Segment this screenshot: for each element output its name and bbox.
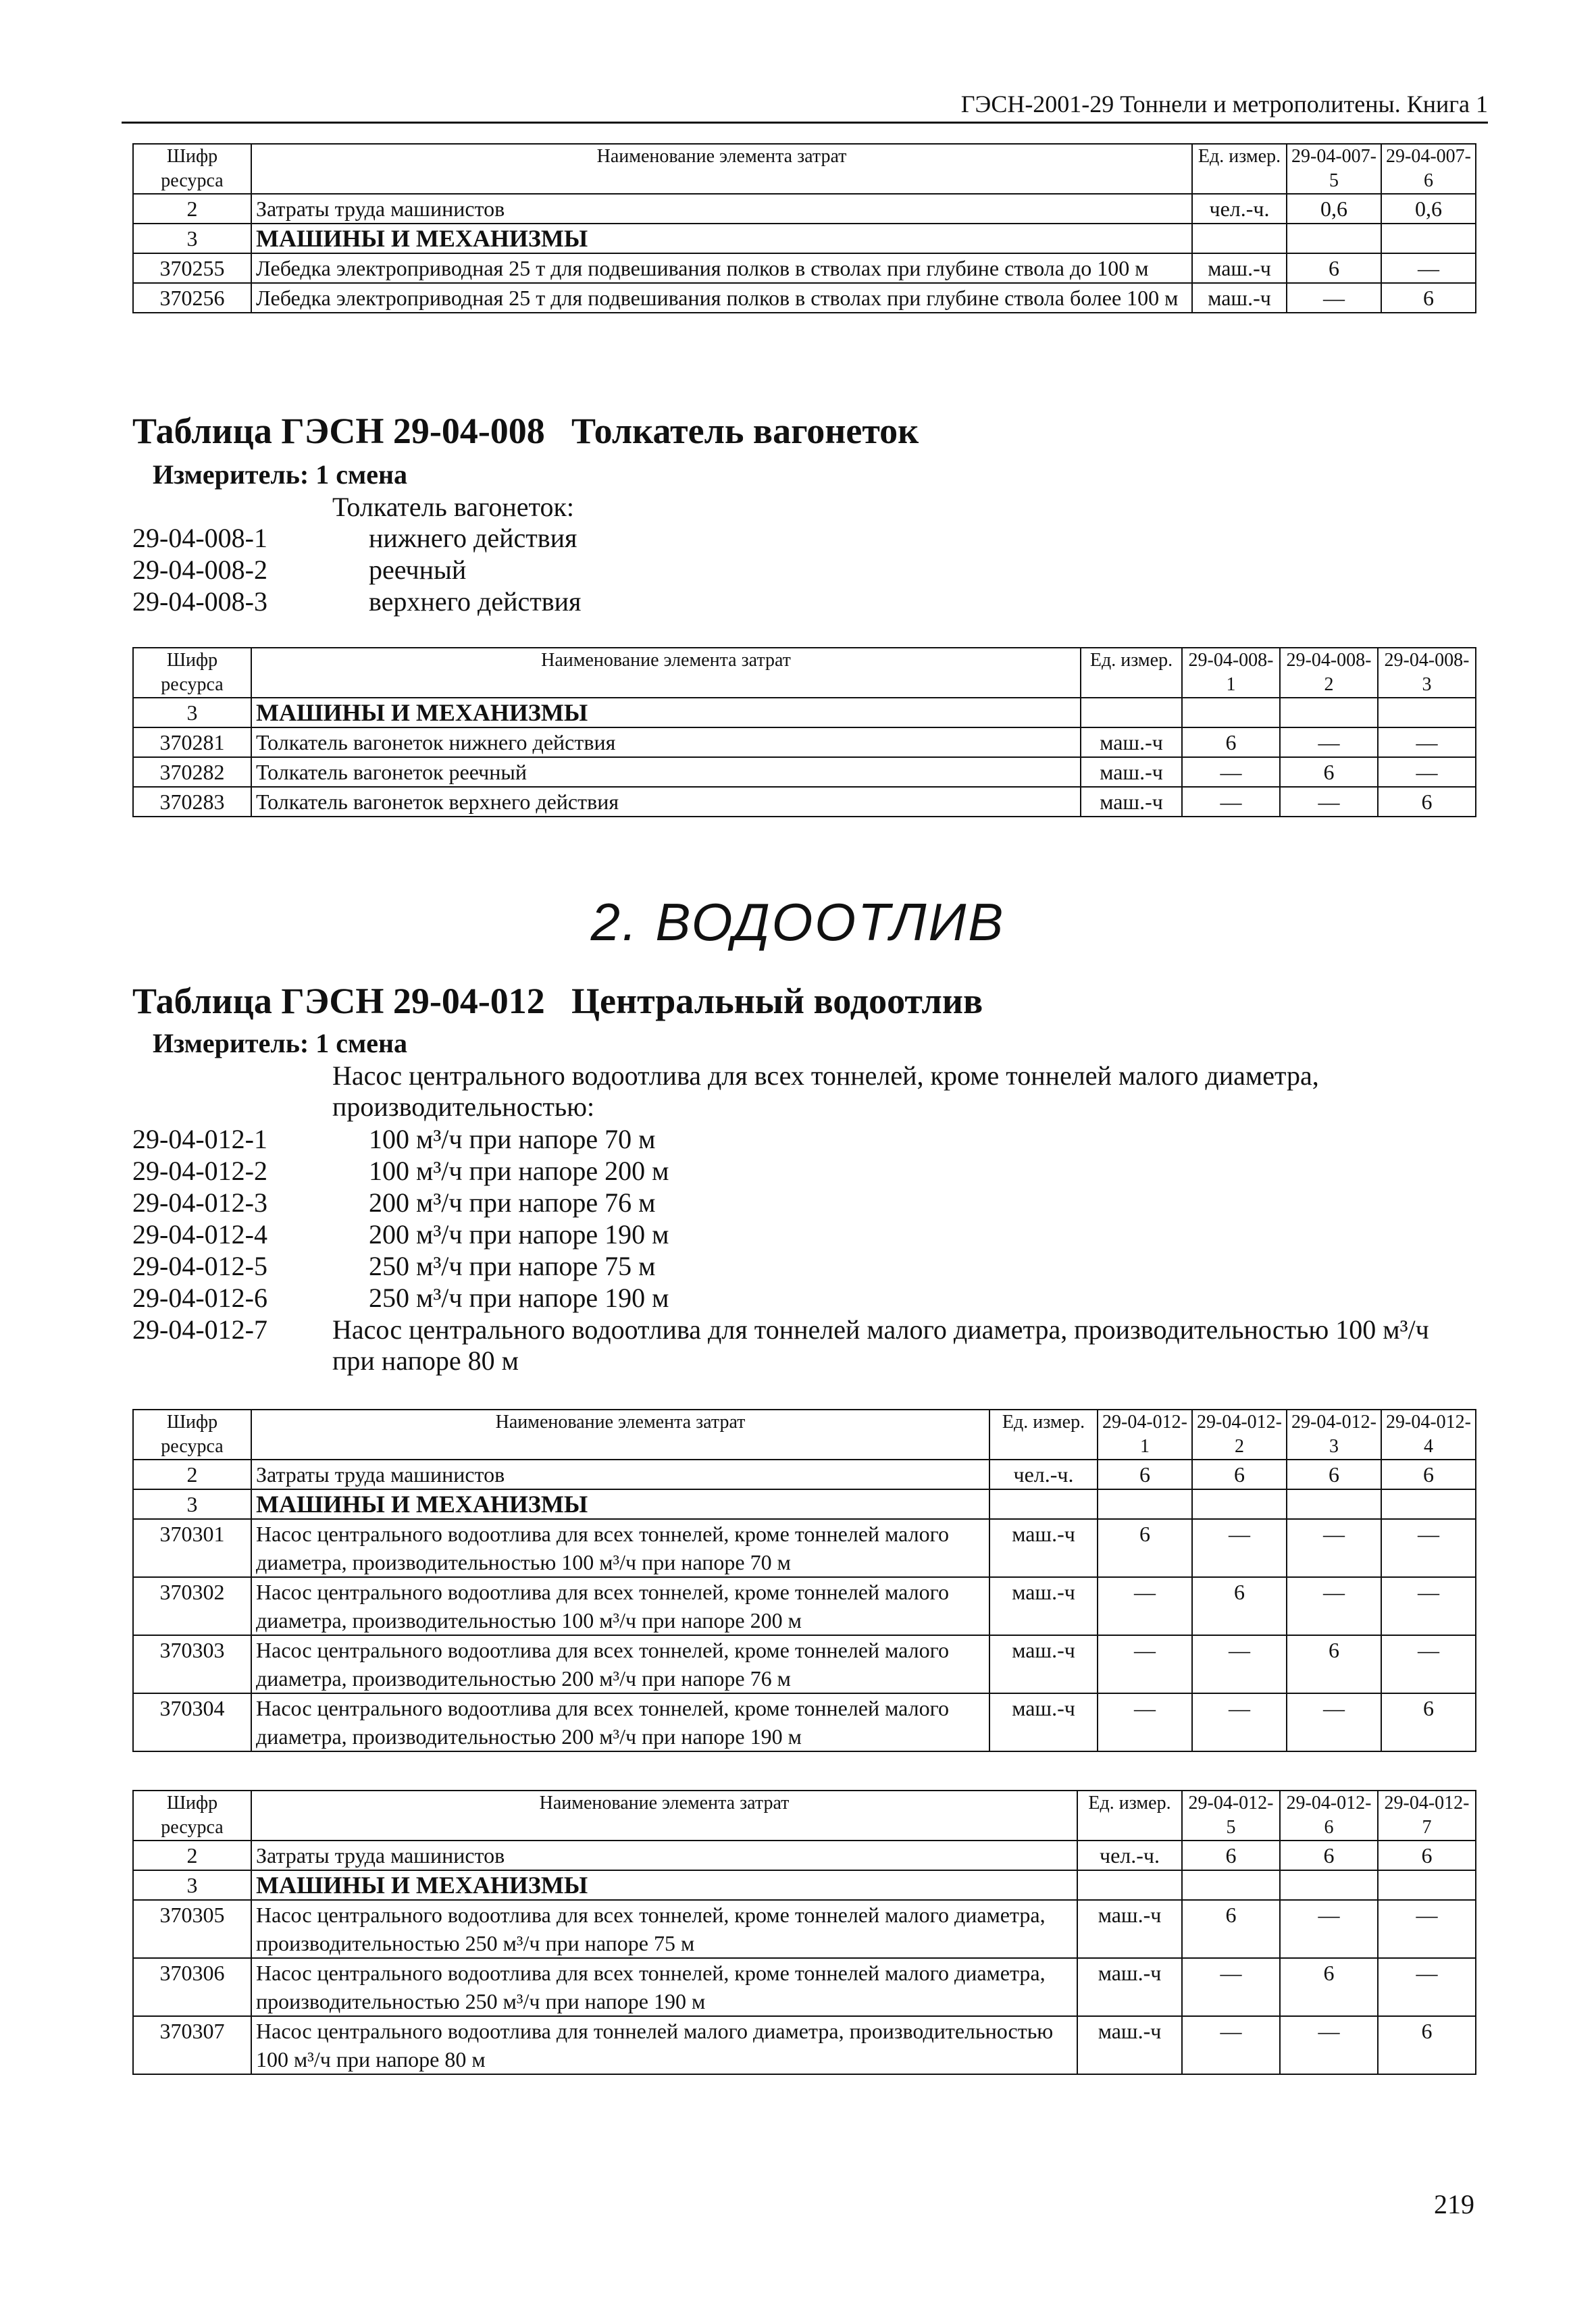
value-cell: 6 — [1381, 1693, 1476, 1751]
value-cell: — — [1192, 1693, 1287, 1751]
table-row — [133, 1841, 1476, 1870]
value-cell: — — [1192, 1519, 1287, 1577]
list-item — [132, 1219, 1416, 1250]
value-cell — [1280, 698, 1378, 727]
resource-code: 370306 — [133, 1958, 251, 2016]
unit-cell: маш.-ч — [1081, 727, 1182, 757]
table-header-row — [133, 648, 1476, 698]
norm-code: 29-04-012-1 — [132, 1124, 267, 1154]
value-cell: — — [1280, 727, 1378, 757]
resource-code: 370302 — [133, 1577, 251, 1635]
value-cell: 6 — [1192, 1460, 1287, 1489]
unit-cell: маш.-ч — [989, 1635, 1098, 1693]
unit-cell: маш.-ч — [1077, 2016, 1182, 2074]
cost-element-name: Толкатель вагонеток верхнего действия — [251, 787, 1081, 817]
value-cell: — — [1280, 1900, 1378, 1958]
table-row — [133, 787, 1476, 817]
value-cell: 6 — [1098, 1519, 1192, 1577]
value-cell: 6 — [1378, 787, 1476, 817]
table-header-row — [133, 1791, 1476, 1841]
column-header: Шифр ресурса — [133, 1410, 251, 1460]
value-cell: 6 — [1381, 283, 1476, 313]
value-cell: 6 — [1280, 757, 1378, 787]
resource-code: 370281 — [133, 727, 251, 757]
value-cell: — — [1287, 283, 1381, 313]
unit-cell — [1077, 1870, 1182, 1900]
value-cell: 6 — [1280, 1841, 1378, 1870]
list-item — [132, 555, 1416, 586]
resource-table-008 — [132, 647, 1476, 817]
table-row — [133, 1958, 1476, 2016]
list-intro: Насос центрального водоотлива для всех тоннелей, кроме тоннелей малого диаметра, производительностью: — [332, 1060, 1319, 1122]
value-cell: 6 — [1287, 253, 1381, 283]
column-header: Ед. измер. — [1081, 648, 1182, 698]
value-cell — [1182, 698, 1280, 727]
cost-element-name: Затраты труда машинистов — [251, 194, 1192, 224]
cost-element-name: Насос центрального водоотлива для тоннелей малого диаметра, производительностью 100 м³/ч при напоре 80 м — [251, 2016, 1077, 2074]
norm-text: Насос центрального водоотлива для тоннелей малого диаметра, производительностью 100 м³/ч при напоре 80 м — [332, 1314, 1429, 1376]
value-cell: 6 — [1182, 1841, 1280, 1870]
cost-element-name: Лебедка электроприводная 25 т для подвешивания полков в стволах при глубине ствола более 100 м — [251, 283, 1192, 313]
value-cell: 6 — [1280, 1958, 1378, 2016]
table-label: Таблица ГЭСН 29-04-012 — [132, 981, 545, 1021]
table-row — [133, 1900, 1476, 1958]
unit-cell: маш.-ч — [989, 1693, 1098, 1751]
value-cell: 6 — [1192, 1577, 1287, 1635]
column-header: Наименование элемента затрат — [251, 648, 1081, 698]
value-cell: — — [1098, 1577, 1192, 1635]
unit-cell: чел.-ч. — [1192, 194, 1287, 224]
column-header: Ед. измер. — [1192, 144, 1287, 194]
value-cell: — — [1381, 1577, 1476, 1635]
column-header: Шифр ресурса — [133, 1791, 251, 1841]
value-cell: 0,6 — [1381, 194, 1476, 224]
page-number: 219 — [1434, 2189, 1474, 2219]
resource-code: 370256 — [133, 283, 251, 313]
value-cell: 6 — [1378, 1841, 1476, 1870]
norm-text: 200 м³/ч при напоре 190 м — [369, 1219, 669, 1250]
value-cell: — — [1182, 1958, 1280, 2016]
value-cell: — — [1098, 1693, 1192, 1751]
table-row — [133, 727, 1476, 757]
table-row — [133, 1577, 1476, 1635]
cost-element-name: МАШИНЫ И МЕХАНИЗМЫ — [251, 1489, 989, 1519]
resource-code: 370255 — [133, 253, 251, 283]
value-cell — [1378, 698, 1476, 727]
cost-element-name: Затраты труда машинистов — [251, 1460, 989, 1489]
value-cell — [1287, 1489, 1381, 1519]
resource-code: 2 — [133, 194, 251, 224]
column-header: 29-04-012-3 — [1287, 1410, 1381, 1460]
table-heading — [132, 409, 1348, 453]
value-cell: 6 — [1287, 1635, 1381, 1693]
value-cell: — — [1381, 1635, 1476, 1693]
value-cell: — — [1287, 1577, 1381, 1635]
unit-cell: чел.-ч. — [989, 1460, 1098, 1489]
section-row — [133, 698, 1476, 727]
resource-code: 370283 — [133, 787, 251, 817]
resource-table-012-b — [132, 1790, 1476, 2075]
column-header: 29-04-012-7 — [1378, 1791, 1476, 1841]
value-cell: — — [1192, 1635, 1287, 1693]
norm-code: 29-04-008-1 — [132, 523, 267, 553]
column-header: 29-04-012-1 — [1098, 1410, 1192, 1460]
cost-element-name: Толкатель вагонеток нижнего действия — [251, 727, 1081, 757]
value-cell: 6 — [1378, 2016, 1476, 2074]
value-cell: — — [1378, 727, 1476, 757]
value-cell — [1381, 1489, 1476, 1519]
column-header: 29-04-008-2 — [1280, 648, 1378, 698]
unit-cell — [1192, 224, 1287, 253]
cost-element-name: МАШИНЫ И МЕХАНИЗМЫ — [251, 1870, 1077, 1900]
cost-element-name: Насос центрального водоотлива для всех тоннелей, кроме тоннелей малого диаметра, производительностью 200 м³/ч при напоре 190 м — [251, 1693, 989, 1751]
unit-cell: маш.-ч — [1077, 1900, 1182, 1958]
norm-code: 29-04-008-3 — [132, 586, 267, 617]
list-item — [132, 1283, 1416, 1314]
norm-text: реечный — [369, 555, 467, 585]
cost-element-name: Затраты труда машинистов — [251, 1841, 1077, 1870]
norm-text: 100 м³/ч при напоре 70 м — [369, 1124, 656, 1154]
value-cell: — — [1182, 787, 1280, 817]
value-cell: — — [1381, 253, 1476, 283]
cost-element-name: Насос центрального водоотлива для всех тоннелей, кроме тоннелей малого диаметра, производительностью 100 м³/ч при напоре 200 м — [251, 1577, 989, 1635]
table-label: Таблица ГЭСН 29-04-008 — [132, 411, 545, 451]
unit-cell: маш.-ч — [989, 1519, 1098, 1577]
table-row — [133, 2016, 1476, 2074]
measure-unit: Измеритель: 1 смена — [153, 1028, 408, 1058]
column-header: 29-04-012-4 — [1381, 1410, 1476, 1460]
norm-text: верхнего действия — [369, 586, 582, 617]
resource-code: 370307 — [133, 2016, 251, 2074]
column-header: Наименование элемента затрат — [251, 1791, 1077, 1841]
resource-code: 2 — [133, 1460, 251, 1489]
column-header: 29-04-012-2 — [1192, 1410, 1287, 1460]
value-cell: — — [1280, 2016, 1378, 2074]
unit-cell: маш.-ч — [1192, 283, 1287, 313]
measure-unit: Измеритель: 1 смена — [153, 459, 408, 490]
table-row — [133, 253, 1476, 283]
list-item — [132, 1187, 1416, 1218]
norm-text: 100 м³/ч при напоре 200 м — [369, 1156, 669, 1186]
table-row — [133, 1519, 1476, 1577]
list-item — [132, 1124, 1416, 1155]
table-row — [133, 283, 1476, 313]
value-cell: — — [1378, 1900, 1476, 1958]
norm-code: 29-04-012-4 — [132, 1219, 267, 1250]
resource-code: 370304 — [133, 1693, 251, 1751]
list-intro: Толкатель вагонеток: — [332, 492, 575, 522]
resource-code: 370305 — [133, 1900, 251, 1958]
unit-cell: маш.-ч — [989, 1577, 1098, 1635]
table-header-row — [133, 144, 1476, 194]
resource-code: 370301 — [133, 1519, 251, 1577]
value-cell: — — [1287, 1519, 1381, 1577]
value-cell: — — [1280, 787, 1378, 817]
table-row — [133, 194, 1476, 224]
cost-element-name: МАШИНЫ И МЕХАНИЗМЫ — [251, 698, 1081, 727]
column-header: 29-04-008-1 — [1182, 648, 1280, 698]
value-cell: — — [1287, 1693, 1381, 1751]
running-header: ГЭСН-2001-29 Тоннели и метрополитены. Книга 1 — [122, 89, 1488, 124]
value-cell: 0,6 — [1287, 194, 1381, 224]
cost-element-name: Толкатель вагонеток реечный — [251, 757, 1081, 787]
norm-text: 250 м³/ч при напоре 190 м — [369, 1283, 669, 1313]
cost-element-name: Насос центрального водоотлива для всех тоннелей, кроме тоннелей малого диаметра, производительностью 100 м³/ч при напоре 70 м — [251, 1519, 989, 1577]
norm-code: 29-04-012-3 — [132, 1187, 267, 1218]
value-cell: — — [1378, 757, 1476, 787]
value-cell — [1381, 224, 1476, 253]
column-header: Ед. измер. — [989, 1410, 1098, 1460]
cost-element-name: Насос центрального водоотлива для всех тоннелей, кроме тоннелей малого диаметра, производительностью 200 м³/ч при напоре 76 м — [251, 1635, 989, 1693]
column-header: 29-04-007-5 — [1287, 144, 1381, 194]
value-cell — [1378, 1870, 1476, 1900]
column-header: 29-04-008-3 — [1378, 648, 1476, 698]
table-title: Центральный водоотлив — [571, 981, 983, 1021]
table-heading — [132, 979, 1348, 1023]
section-row — [133, 1870, 1476, 1900]
value-cell: — — [1378, 1958, 1476, 2016]
column-header: Шифр ресурса — [133, 648, 251, 698]
resource-code: 3 — [133, 1870, 251, 1900]
value-cell — [1192, 1489, 1287, 1519]
resource-code: 2 — [133, 1841, 251, 1870]
value-cell — [1098, 1489, 1192, 1519]
section-title: 2. ВОДООТЛИВ — [590, 892, 1006, 952]
norm-text: нижнего действия — [369, 523, 577, 553]
resource-code: 3 — [133, 1489, 251, 1519]
resource-code: 3 — [133, 224, 251, 253]
norm-code: 29-04-008-2 — [132, 555, 267, 585]
list-item — [132, 523, 1416, 554]
list-item — [132, 1156, 1416, 1187]
unit-cell — [1081, 698, 1182, 727]
norm-text: 250 м³/ч при напоре 75 м — [369, 1251, 656, 1281]
unit-cell: маш.-ч — [1081, 757, 1182, 787]
column-header: 29-04-012-5 — [1182, 1791, 1280, 1841]
column-header: Наименование элемента затрат — [251, 144, 1192, 194]
value-cell: 6 — [1287, 1460, 1381, 1489]
resource-code: 370303 — [133, 1635, 251, 1693]
table-row — [133, 757, 1476, 787]
resource-table-007 — [132, 143, 1476, 313]
unit-cell: маш.-ч — [1077, 1958, 1182, 2016]
cost-element-name: МАШИНЫ И МЕХАНИЗМЫ — [251, 224, 1192, 253]
value-cell: 6 — [1182, 727, 1280, 757]
unit-cell: маш.-ч — [1192, 253, 1287, 283]
cost-element-name: Насос центрального водоотлива для всех тоннелей, кроме тоннелей малого диаметра, производительностью 250 м³/ч при напоре 190 м — [251, 1958, 1077, 2016]
list-item — [132, 1251, 1416, 1282]
resource-code: 370282 — [133, 757, 251, 787]
norm-code: 29-04-012-6 — [132, 1283, 267, 1313]
unit-cell — [989, 1489, 1098, 1519]
value-cell: 6 — [1381, 1460, 1476, 1489]
resource-code: 3 — [133, 698, 251, 727]
table-row — [133, 1635, 1476, 1693]
column-header: 29-04-007-6 — [1381, 144, 1476, 194]
value-cell — [1287, 224, 1381, 253]
resource-table-012-a — [132, 1409, 1476, 1752]
table-title: Толкатель вагонеток — [571, 411, 919, 451]
norm-code: 29-04-012-5 — [132, 1251, 267, 1281]
norm-code: 29-04-012-7 — [132, 1314, 267, 1345]
column-header: Наименование элемента затрат — [251, 1410, 989, 1460]
table-row — [133, 1693, 1476, 1751]
column-header: 29-04-012-6 — [1280, 1791, 1378, 1841]
section-row — [133, 224, 1476, 253]
table-header-row — [133, 1410, 1476, 1460]
column-header: Ед. измер. — [1077, 1791, 1182, 1841]
section-row — [133, 1489, 1476, 1519]
column-header: Шифр ресурса — [133, 144, 251, 194]
unit-cell: маш.-ч — [1081, 787, 1182, 817]
value-cell — [1280, 1870, 1378, 1900]
value-cell: — — [1182, 757, 1280, 787]
cost-element-name: Насос центрального водоотлива для всех тоннелей, кроме тоннелей малого диаметра, производительностью 250 м³/ч при напоре 75 м — [251, 1900, 1077, 1958]
value-cell: — — [1098, 1635, 1192, 1693]
table-row — [133, 1460, 1476, 1489]
value-cell: — — [1381, 1519, 1476, 1577]
value-cell: 6 — [1182, 1900, 1280, 1958]
cost-element-name: Лебедка электроприводная 25 т для подвешивания полков в стволах при глубине ствола до 100 м — [251, 253, 1192, 283]
value-cell: 6 — [1098, 1460, 1192, 1489]
value-cell — [1182, 1870, 1280, 1900]
norm-code: 29-04-012-2 — [132, 1156, 267, 1186]
value-cell: — — [1182, 2016, 1280, 2074]
list-item — [132, 586, 1416, 617]
unit-cell: чел.-ч. — [1077, 1841, 1182, 1870]
norm-text: 200 м³/ч при напоре 76 м — [369, 1187, 656, 1218]
